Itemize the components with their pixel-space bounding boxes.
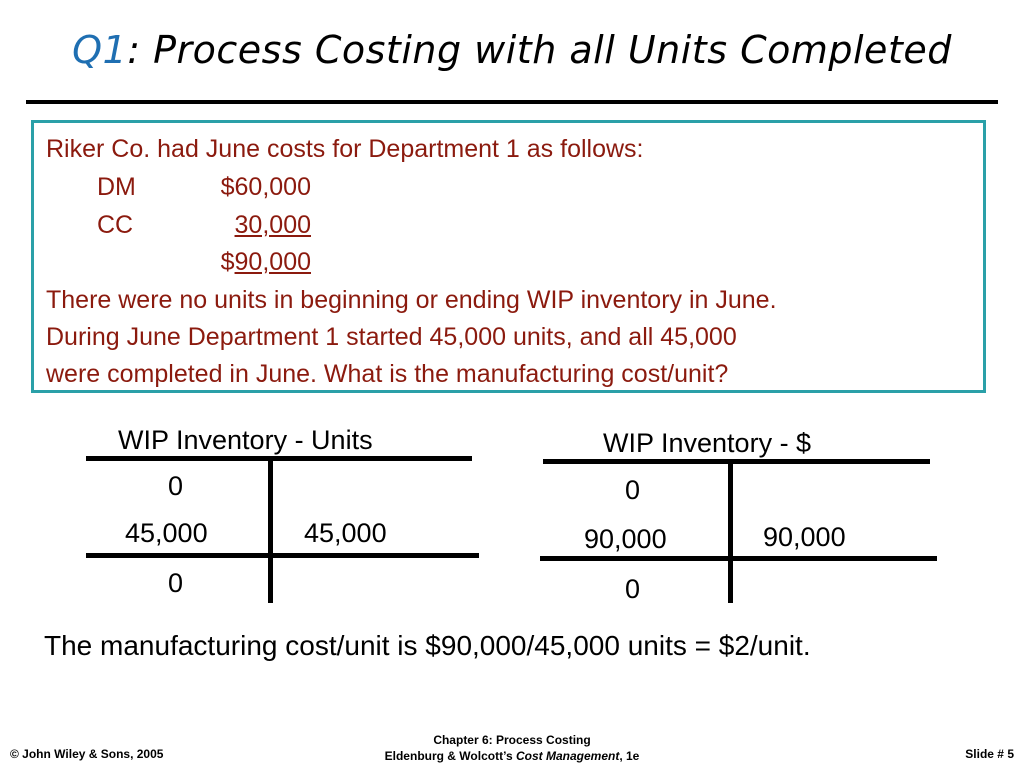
cc-value: 30,000 <box>234 211 311 239</box>
dm-value: $60,000 <box>220 173 311 201</box>
dm-label: DM <box>97 173 136 201</box>
t-account-units-credit: 45,000 <box>304 518 387 548</box>
problem-intro: Riker Co. had June costs for Department 1 as follows: <box>46 135 644 163</box>
title-divider <box>26 100 998 104</box>
title-text: : Process Costing with all Units Completed <box>127 28 952 72</box>
total-cost <box>184 250 311 275</box>
t-account-dollars-title: WIP Inventory - $ <box>603 428 812 458</box>
t-account-units-title: WIP Inventory - Units <box>118 425 373 455</box>
t-account-dollars-divider <box>728 463 733 603</box>
t-account-units-top-line <box>86 456 472 461</box>
problem-line-3: were completed in June. What is the manufacturing cost/unit? <box>46 360 729 388</box>
total-value: 90,000 <box>234 248 311 276</box>
question-number: Q1 <box>72 28 128 72</box>
problem-box <box>31 120 986 393</box>
t-account-units-ending: 0 <box>168 568 184 598</box>
t-account-units-divider <box>268 460 273 603</box>
footer-book-suffix: , 1e <box>619 748 640 763</box>
footer-slide-number: Slide # 5 <box>965 747 1014 761</box>
footer-book <box>0 749 1024 765</box>
t-account-units-beginning: 0 <box>168 471 184 501</box>
problem-line-2: During June Department 1 started 45,000 units, and all 45,000 <box>46 323 737 351</box>
cc-label: CC <box>97 211 134 239</box>
t-account-dollars-balance-line <box>540 556 937 561</box>
footer-chapter: Chapter 6: Process Costing <box>433 733 591 747</box>
t-account-dollars-credit: 90,000 <box>763 522 846 552</box>
t-account-dollars-ending: 0 <box>625 574 641 604</box>
slide-title <box>0 28 1024 72</box>
problem-line-1: There were no units in beginning or ending WIP inventory in June. <box>46 286 777 314</box>
footer-center <box>0 733 1024 764</box>
t-account-dollars-debit: 90,000 <box>584 524 667 554</box>
t-account-units-debit: 45,000 <box>125 518 208 548</box>
t-account-units-balance-line <box>86 553 479 558</box>
footer-copyright: © John Wiley & Sons, 2005 <box>10 747 164 761</box>
answer-text: The manufacturing cost/unit is $90,000/45,000 units = $2/unit. <box>44 630 811 661</box>
total-prefix: $ <box>220 248 235 276</box>
t-account-dollars-top-line <box>543 459 930 464</box>
footer-book-prefix: Eldenburg & Wolcott’s <box>384 748 516 763</box>
t-account-dollars-beginning: 0 <box>625 475 641 505</box>
footer-book-title: Cost Management <box>515 748 620 763</box>
